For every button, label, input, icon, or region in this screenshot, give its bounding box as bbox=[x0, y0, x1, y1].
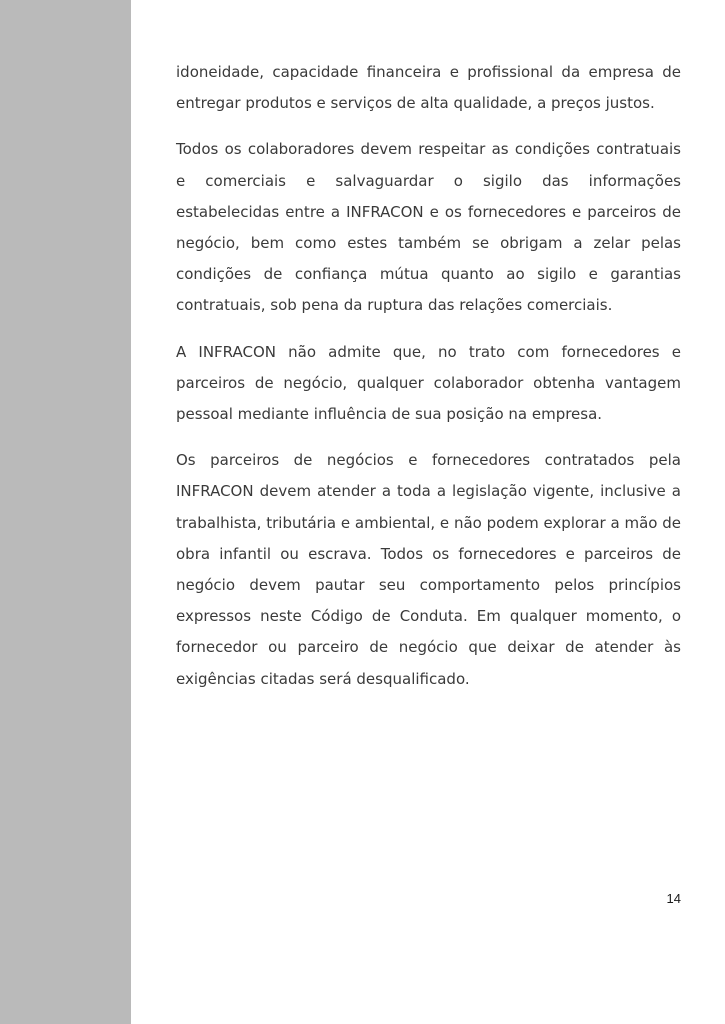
paragraph: idoneidade, capacidade financeira e profissional da empresa de entregar produtos e serviços de alta qualidade, a preços justos. bbox=[176, 63, 681, 113]
paragraph: Os parceiros de negócios e fornecedores contratados pela INFRACON devem atender a toda a legislação vigente, inclusive a trabalhista, tributária e ambiental, e não podem explorar a mão de obra infantil ou escrava. Todos os fornecedores e parceiros de negócio devem pautar seu comportamento pelos princípios expressos neste Código de Conduta. Em qualquer momento, o fornecedor ou parceiro de negócio que deixar de atender às exigências citadas será desqualificado. bbox=[176, 451, 681, 688]
paragraph: A INFRACON não admite que, no trato com fornecedores e parceiros de negócio, qualquer colaborador obtenha vantagem pessoal mediante influência de sua posição na empresa. bbox=[176, 342, 681, 424]
left-margin-band bbox=[0, 0, 131, 1024]
paragraph: Todos os colaboradores devem respeitar as condições contratuais e comerciais e salvaguardar o sigilo das informações estabelecidas entre a INFRACON e os fornecedores e parceiros de negócio, bem como estes também se obrigam a zelar pelas condições de confiança mútua quanto ao sigilo e garantias contratuais, sob pena da ruptura das relações comerciais. bbox=[176, 140, 681, 315]
page-number: 14 bbox=[666, 891, 681, 906]
document-body bbox=[176, 57, 681, 710]
